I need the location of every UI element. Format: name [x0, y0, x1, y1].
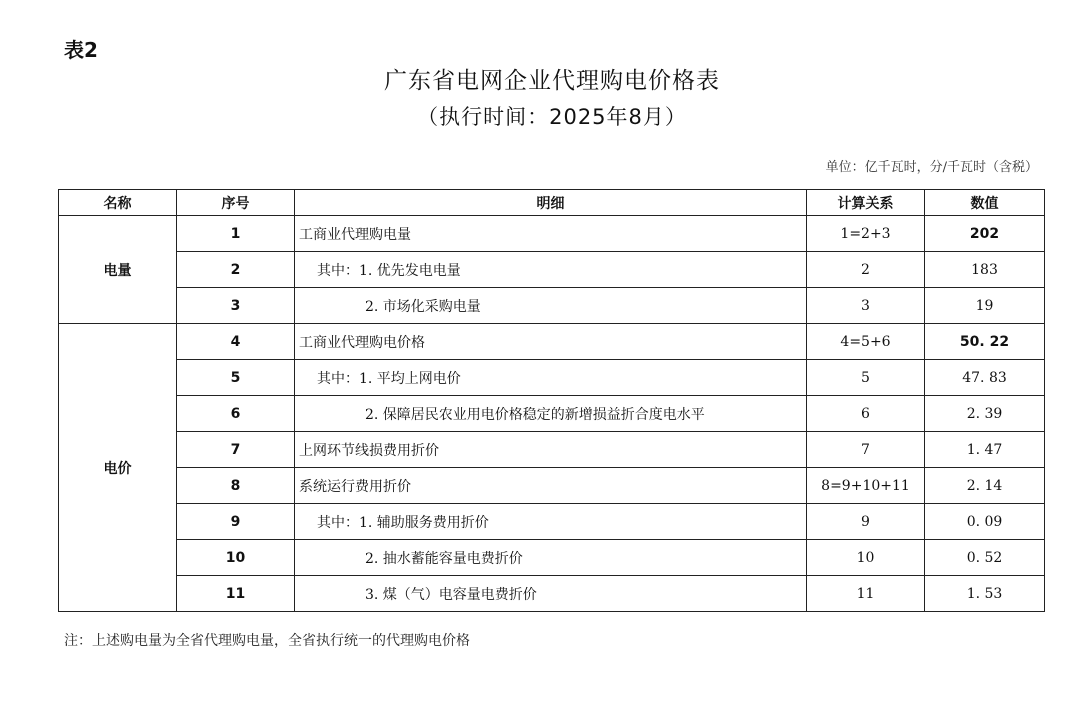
- row-relation: 2: [807, 252, 925, 288]
- table-header-row: [59, 190, 1045, 216]
- row-seq: 7: [177, 432, 295, 468]
- document-title: 广东省电网企业代理购电价格表: [384, 68, 720, 94]
- row-seq: 8: [177, 468, 295, 504]
- row-relation: 7: [807, 432, 925, 468]
- row-seq: 6: [177, 396, 295, 432]
- row-seq: 11: [177, 576, 295, 612]
- table-row: [59, 396, 1045, 432]
- row-seq: 5: [177, 360, 295, 396]
- table-row: [59, 216, 1045, 252]
- row-seq: 4: [177, 324, 295, 360]
- row-value: 2. 14: [925, 468, 1045, 504]
- table-row: [59, 504, 1045, 540]
- row-relation: 4=5+6: [807, 324, 925, 360]
- row-detail: 2. 市场化采购电量: [295, 288, 807, 324]
- row-detail: 2. 保障居民农业用电价格稳定的新增损益折合度电水平: [295, 396, 807, 432]
- table-row: [59, 360, 1045, 396]
- table-row: [59, 324, 1045, 360]
- row-value: 50. 22: [925, 324, 1045, 360]
- unit-label: 单位：亿千瓦时，分/千瓦时（含税）: [825, 160, 1038, 175]
- row-detail: 工商业代理购电价格: [295, 324, 807, 360]
- row-seq: 1: [177, 216, 295, 252]
- row-seq: 2: [177, 252, 295, 288]
- header-relation: 计算关系: [807, 190, 925, 216]
- row-detail: 3. 煤（气）电容量电费折价: [295, 576, 807, 612]
- group-electricity: 电量: [59, 216, 177, 324]
- row-value: 202: [925, 216, 1045, 252]
- row-detail: 其中：1. 优先发电电量: [295, 252, 807, 288]
- table-row: [59, 540, 1045, 576]
- row-relation: 6: [807, 396, 925, 432]
- row-detail: 其中：1. 平均上网电价: [295, 360, 807, 396]
- row-value: 2. 39: [925, 396, 1045, 432]
- row-relation: 5: [807, 360, 925, 396]
- row-relation: 8=9+10+11: [807, 468, 925, 504]
- row-value: 19: [925, 288, 1045, 324]
- row-value: 183: [925, 252, 1045, 288]
- table-row: [59, 252, 1045, 288]
- header-seq: 序号: [177, 190, 295, 216]
- table-row: [59, 576, 1045, 612]
- table-number-label: 表2: [64, 38, 98, 62]
- row-detail: 2. 抽水蓄能容量电费折价: [295, 540, 807, 576]
- header-value: 数值: [925, 190, 1045, 216]
- row-value: 0. 52: [925, 540, 1045, 576]
- table-row: [59, 468, 1045, 504]
- price-table: [58, 189, 1045, 612]
- group-price: 电价: [59, 324, 177, 612]
- row-relation: 9: [807, 504, 925, 540]
- row-seq: 3: [177, 288, 295, 324]
- header-name: 名称: [59, 190, 177, 216]
- row-relation: 1=2+3: [807, 216, 925, 252]
- table-row: [59, 432, 1045, 468]
- row-value: 47. 83: [925, 360, 1045, 396]
- row-seq: 9: [177, 504, 295, 540]
- table-row: [59, 288, 1045, 324]
- row-relation: 10: [807, 540, 925, 576]
- row-detail: 其中：1. 辅助服务费用折价: [295, 504, 807, 540]
- row-seq: 10: [177, 540, 295, 576]
- row-value: 1. 47: [925, 432, 1045, 468]
- header-detail: 明细: [295, 190, 807, 216]
- row-value: 1. 53: [925, 576, 1045, 612]
- row-detail: 工商业代理购电量: [295, 216, 807, 252]
- row-detail: 上网环节线损费用折价: [295, 432, 807, 468]
- row-detail: 系统运行费用折价: [295, 468, 807, 504]
- document-subtitle: （执行时间：2025年8月）: [417, 105, 687, 129]
- row-relation: 11: [807, 576, 925, 612]
- row-relation: 3: [807, 288, 925, 324]
- row-value: 0. 09: [925, 504, 1045, 540]
- footnote: 注：上述购电量为全省代理购电量，全省执行统一的代理购电价格: [64, 633, 470, 649]
